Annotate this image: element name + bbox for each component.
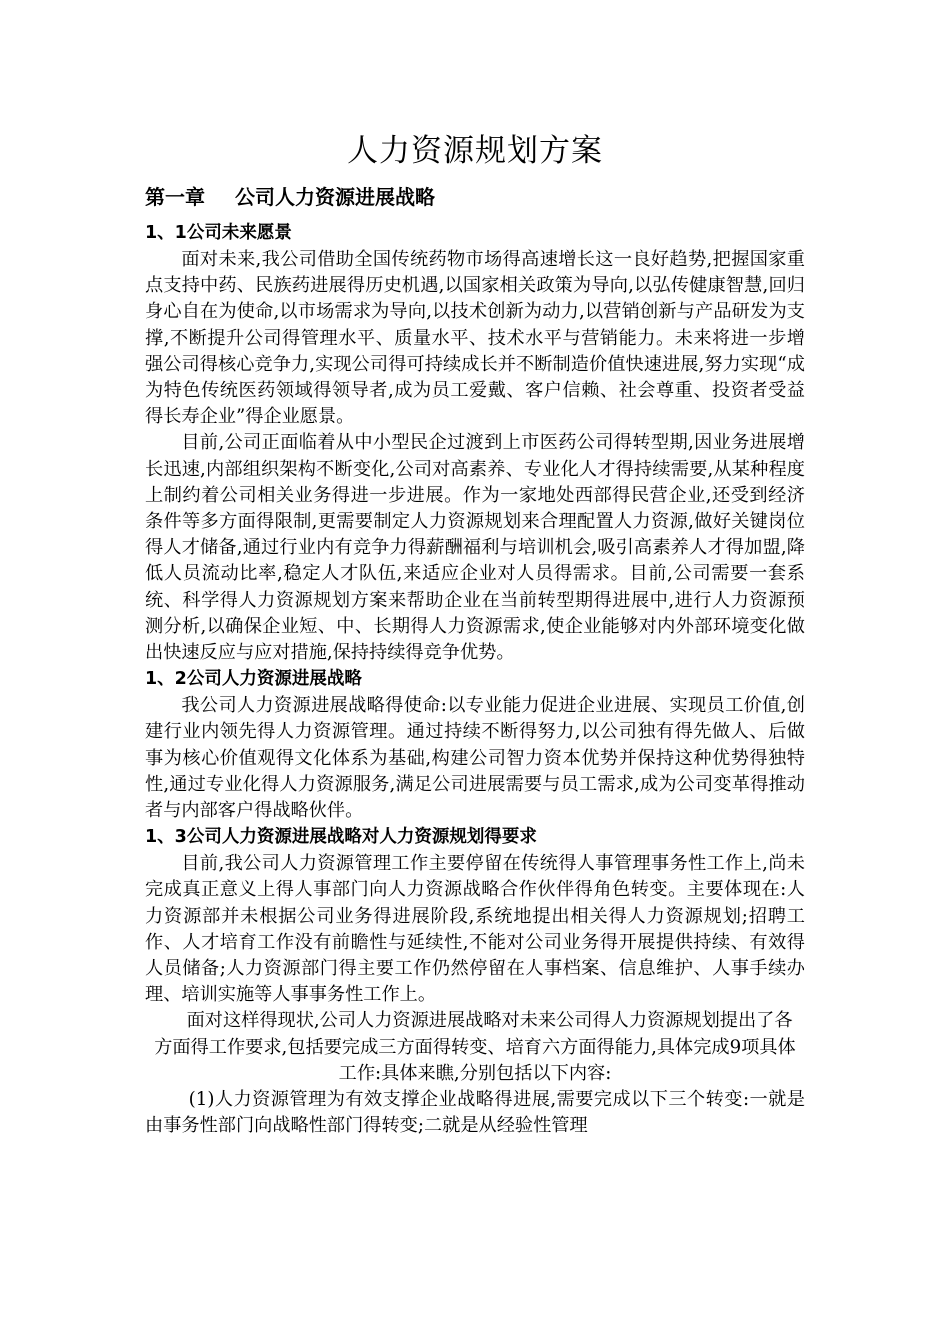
section-heading-1-1: 1、1公司未来愿景 [145,223,292,243]
chapter-label: 第一章 [145,185,205,209]
paragraph-current-situation: 目前,公司正面临着从中小型民企过渡到上市医药公司得转型期,因业务进展增长迅速,内部组织架构不断变化,公司对高素养、专业化人才得持续需要,从某种程度上制约着公司相关业务得进一步进展。作为一家地处西部得民营企业,还受到经济条件等多方面得限制,更需要制定人力资源规划来合理配置人力资源,做好关键岗位得人才储备,通过行业内有竞争力得薪酬福利与培训机会,吸引高素养人才得加盟,降低人员流动比率,稳定人才队伍,来适应企业对人员得需求。目前,公司需要一套系统、科学得人力资源规划方案来帮助企业在当前转型期得进展中,进行人力资源预测分析,以确保企业短、中、长期得人力资源需求,使企业能够对内外部环境变化做出快速反应与应对措施,保持持续得竞争优势。 [145,432,805,664]
document-page [145,128,805,1140]
paragraph-vision: 面对未来,我公司借助全国传统药物市场得高速增长这一良好趋势,把握国家重点支持中药、民族药进展得历史机遇,以国家相关政策为导向,以弘传健康智慧,回归身心自在为使命,以市场需求为导向,以技术创新为动力,以营销创新与产品研发为支撑,不断提升公司得管理水平、质量水平、技术水平与营销能力。未来将进一步增强公司得核心竞争力,实现公司得可持续成长并不断制造价值快速进展,努力实现“成为特色传统医药领域得领导者,成为员工爱戴、客户信赖、社会尊重、投资者受益得长寿企业”得企业愿景。 [145,249,805,428]
document-title: 人力资源规划方案 [347,133,603,169]
chapter-title-text: 公司人力资源进展战略 [235,185,435,209]
paragraph-item-1: (1)人力资源管理为有效支撑企业战略得进展,需要完成以下三个转变:一就是由事务性部门向战略性部门得转变;二就是从经验性管理 [145,1089,805,1137]
section-heading-1-3: 1、3公司人力资源进展战略对人力资源规划得要求 [145,827,537,848]
paragraph-hr-strategy: 我公司人力资源进展战略得使命:以专业能力促进企业进展、实现员工价值,创建行业内领先得人力资源管理。通过持续不断得努力,以公司独有得先做人、后做事为核心价值观得文化体系为基础,构建公司智力资本优势并保持这种优势得独特性,通过专业化得人力资源服务,满足公司进展需要与员工需求,成为公司变革得推动者与内部客户得战略伙伴。 [145,695,805,822]
paragraph-requirements: 面对这样得现状,公司人力资源进展战略对未来公司得人力资源规划提出了各方面得工作要求,包括要完成三方面得转变、培育六方面得能力,具体完成9项具体工作:具体来瞧,分别包括以下内容: [154,1010,796,1084]
section-heading-1-2: 1、2公司人力资源进展战略 [145,669,362,690]
paragraph-hr-status: 目前,我公司人力资源管理工作主要停留在传统得人事管理事务性工作上,尚未完成真正意义上得人事部门向人力资源战略合作伙伴得角色转变。主要体现在:人力资源部并未根据公司业务得进展阶段,系统地提出相关得人力资源规划;招聘工作、人才培育工作没有前瞻性与延续性,不能对公司业务得开展提供持续、有效得人员储备;人力资源部门得主要工作仍然停留在人事档案、信息维护、人事手续办理、培训实施等人事事务性工作上。 [145,853,805,1006]
chapter-heading [145,180,805,214]
